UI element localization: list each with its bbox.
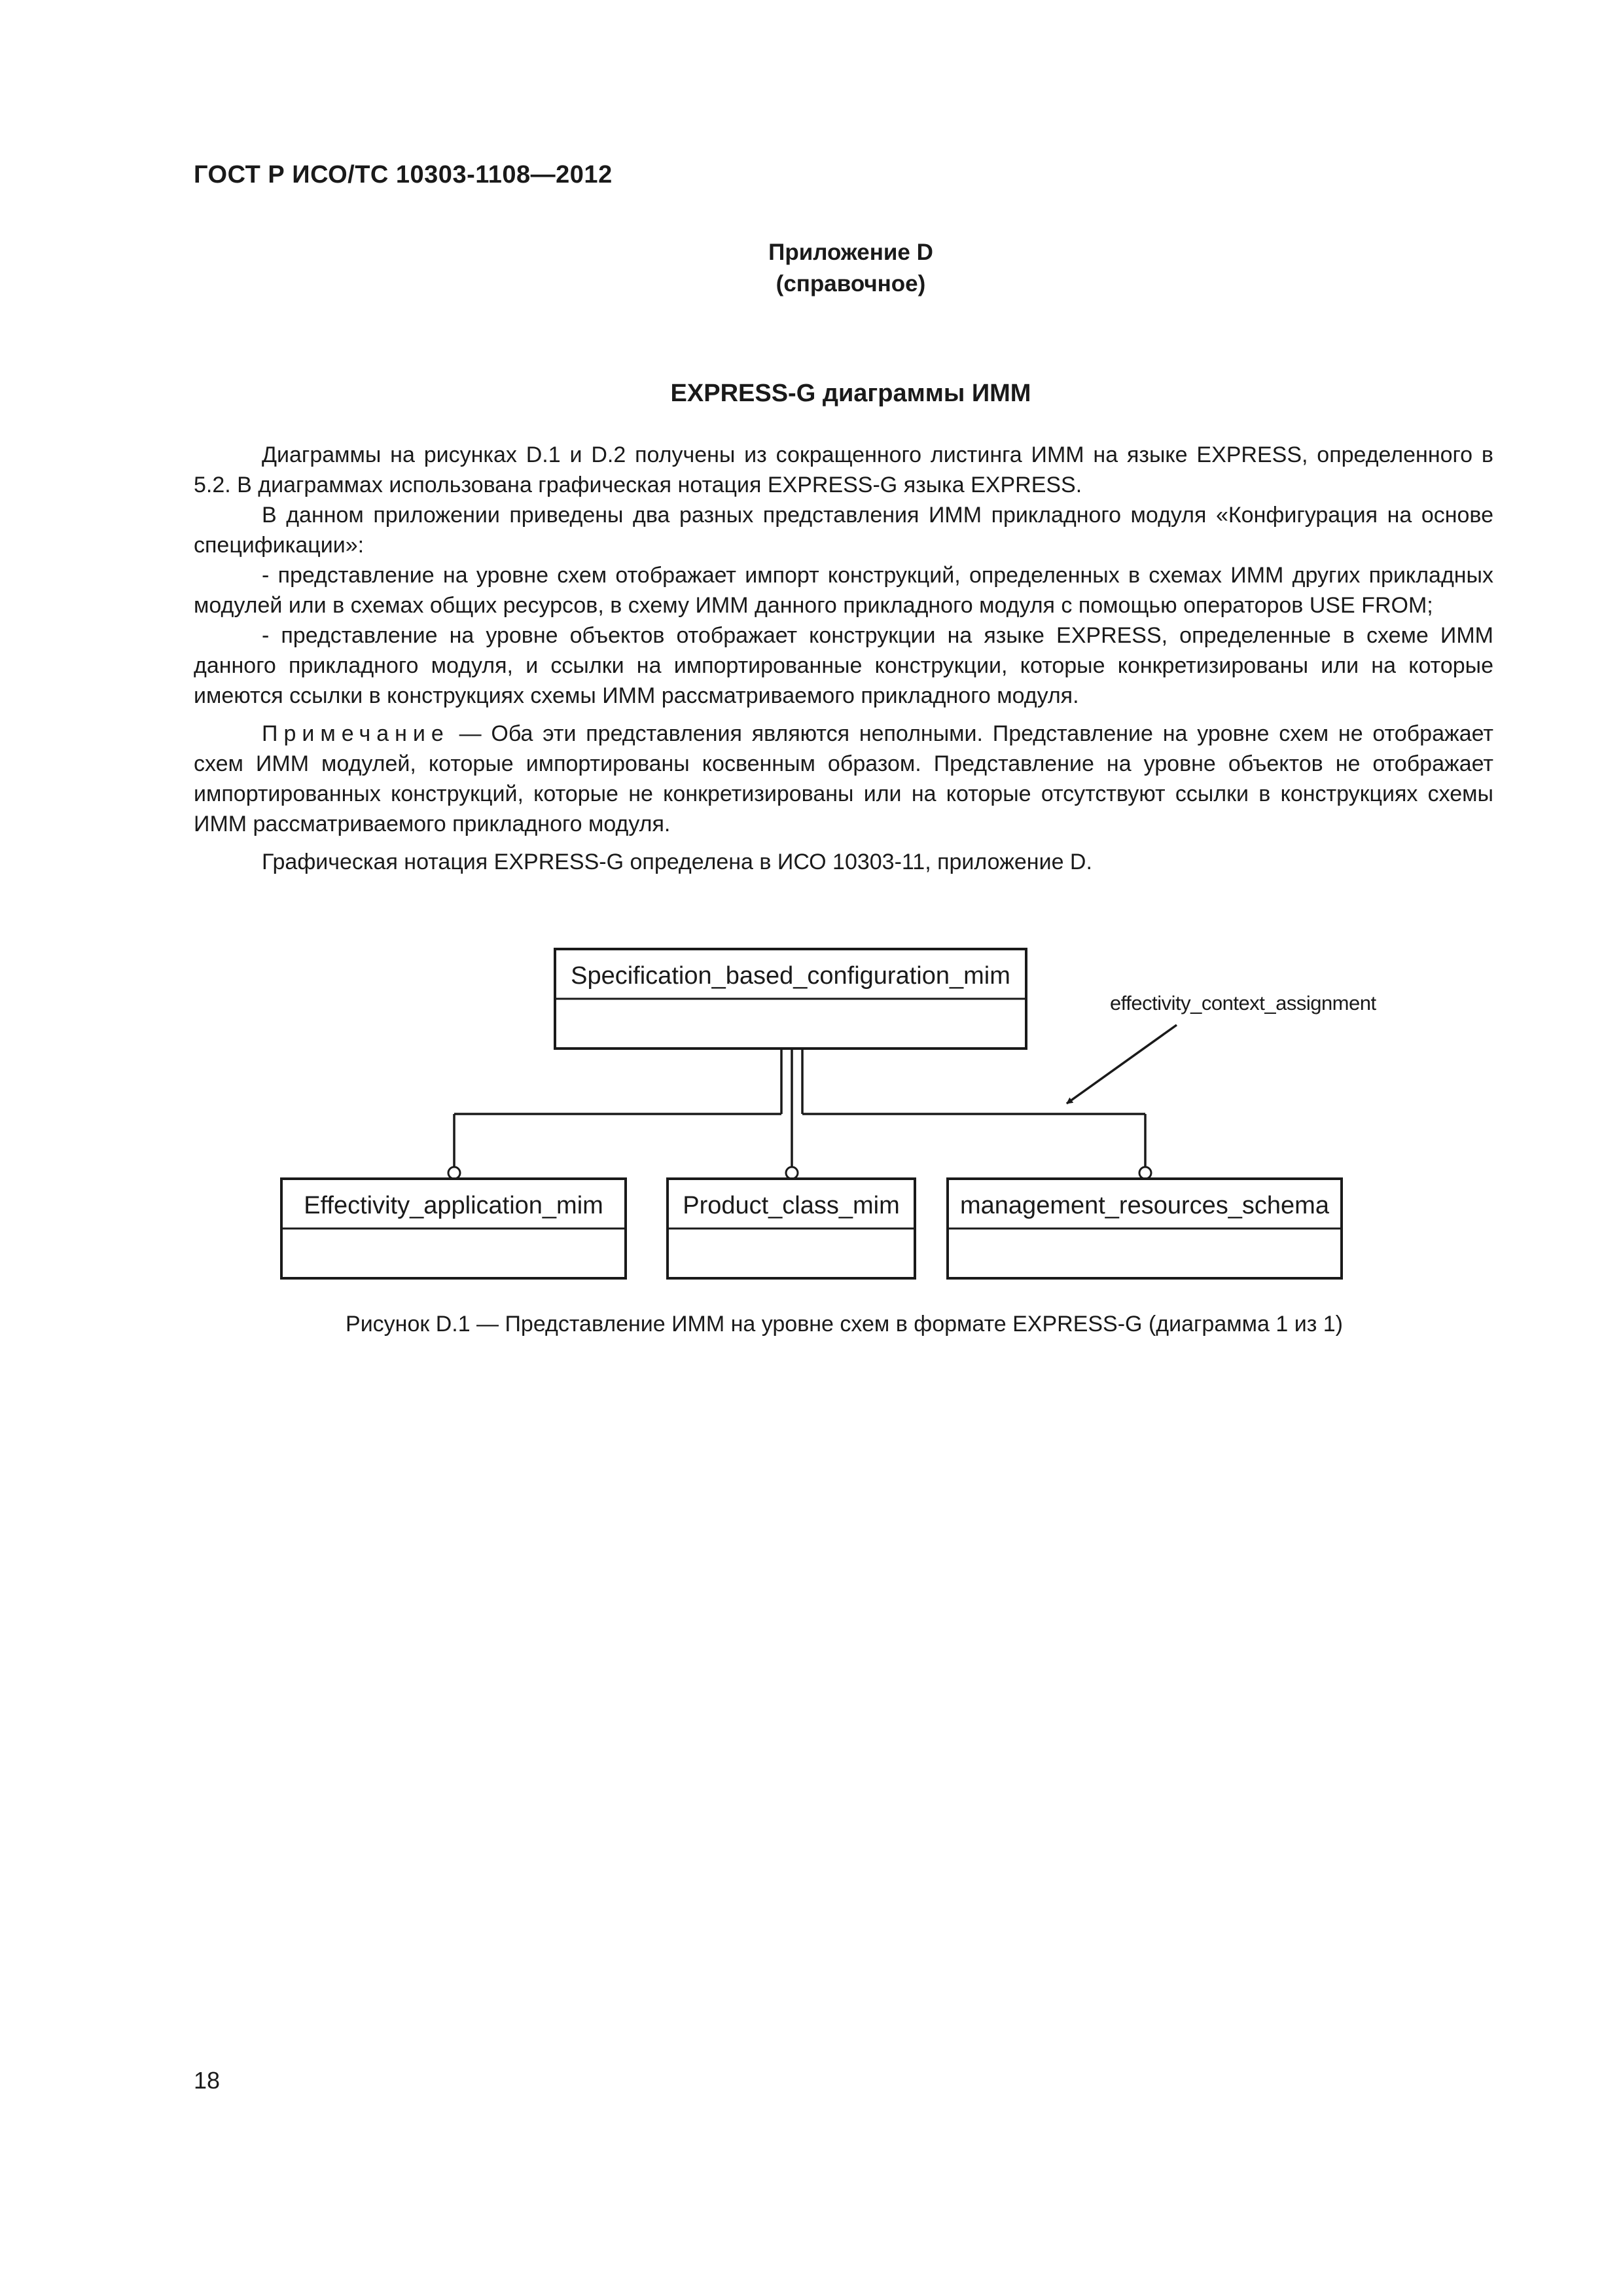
child-schema-name: Effectivity_application_mim — [304, 1192, 603, 1219]
list-item: - представление на уровне объектов отображает конструкции на языке EXPRESS, определенные в схеме ИММ данного прикладного модуля, и ссылки на импортированные конструкции, которые конкретизированы или на которые имеются ссылки в конструкциях схемы ИММ рассматриваемого прикладного модуля. — [194, 623, 1493, 708]
main-schema-name: Specification_based_configuration_mim — [571, 962, 1010, 990]
child-schema-box — [948, 1179, 1342, 1278]
note-paragraph — [194, 719, 1493, 839]
page-number: 18 — [194, 2067, 221, 2094]
paragraph: Диаграммы на рисунках D.1 и D.2 получены из сокращенного листинга ИММ на языке EXPRESS, определенного в 5.2. В диаграммах использована графическая нотация EXPRESS-G языка EXPRESS. — [194, 442, 1493, 497]
connector-lines — [454, 1049, 1145, 1168]
reference-circle — [448, 1167, 460, 1179]
child-schema-name: Product_class_mim — [683, 1192, 900, 1219]
reference-circle — [786, 1167, 798, 1179]
express-g-diagram — [0, 916, 1623, 1335]
annex-title: EXPRESS-G диаграммы ИММ — [670, 380, 1031, 407]
note-label: Примечание — [262, 721, 450, 746]
figure-caption: Рисунок D.1 — Представление ИММ на уровне схем в формате EXPRESS-G (диаграмма 1 из 1) — [346, 1312, 1343, 1336]
body-text — [194, 440, 1493, 877]
list-item: - представление на уровне схем отображает импорт конструкций, определенных в схемах ИММ других прикладных модулей или в схемах общих ресурсов, в схему ИММ данного прикладного модуля с помощью операторов USE FROM; — [194, 563, 1493, 618]
note-text: — Оба эти представления являются неполными. Представление на уровне схем не отображает схем ИММ модулей, которые импортированы косвенным образом. Представление на уровне объектов не отображает импортированных конструкций, которые не конкретизированы или на которые отсутствуют ссылки в конструкциях схемы ИММ рассматриваемого прикладного модуля. — [194, 721, 1493, 836]
child-schema-box — [668, 1179, 915, 1278]
child-schema-name: management_resources_schema — [960, 1192, 1329, 1219]
annex-label: Приложение D — [768, 240, 933, 265]
paragraph: В данном приложении приведены два разных представления ИММ прикладного модуля «Конфигурация на основе спецификации»: — [194, 503, 1493, 558]
reference-circle — [1139, 1167, 1151, 1179]
document-id: ГОСТ Р ИСО/ТС 10303-1108—2012 — [194, 161, 613, 188]
annex-status: (справочное) — [776, 271, 926, 296]
reference-label: effectivity_context_assignment — [1110, 992, 1376, 1014]
reference-paragraph: Графическая нотация EXPRESS-G определена в ИСО 10303-11, приложение D. — [262, 850, 1092, 874]
main-schema-box — [555, 949, 1026, 1049]
annex-heading — [589, 237, 1113, 300]
child-schema-box — [281, 1179, 626, 1278]
reference-arrow — [1067, 1025, 1177, 1103]
